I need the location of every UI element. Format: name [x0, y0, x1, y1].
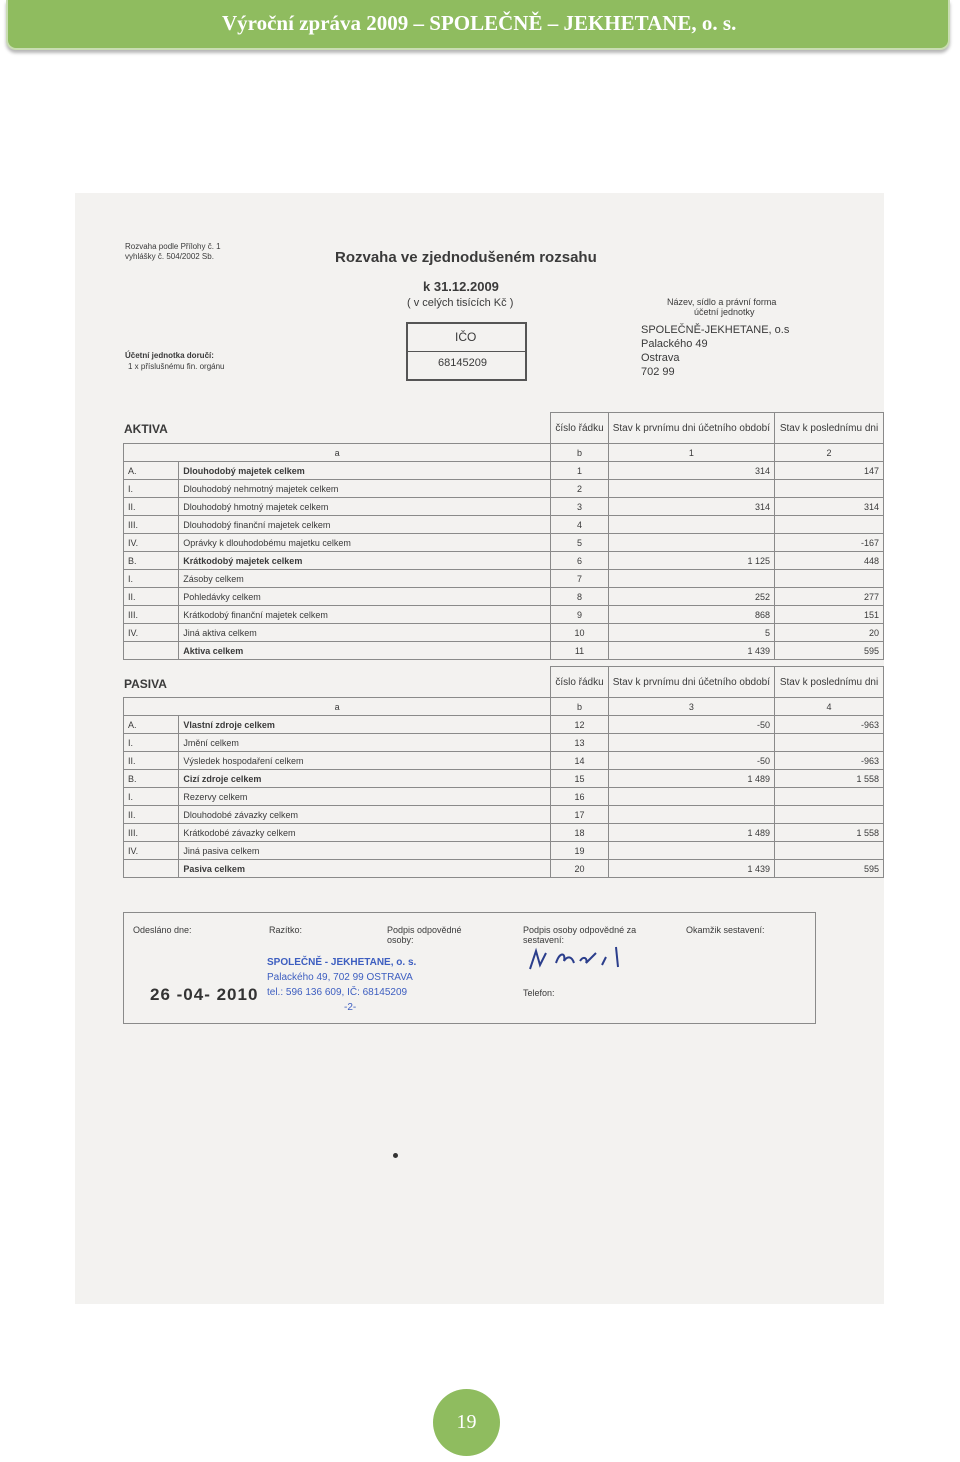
aktiva-row-mark: II.: [124, 498, 179, 516]
pasiva-row-last-day: [775, 806, 884, 824]
pasiva-row-mark: IV.: [124, 842, 179, 860]
ico-box: [406, 322, 527, 381]
aktiva-row-label: Zásoby celkem: [179, 570, 551, 588]
signature-box: [123, 912, 816, 1024]
aktiva-row-first-day: [608, 516, 774, 534]
pasiva-row-mark: [124, 860, 179, 878]
aktiva-row-number: 8: [551, 588, 608, 606]
aktiva-row: [124, 534, 884, 552]
pasiva-row: [124, 734, 884, 752]
aktiva-row-first-day: 1 125: [608, 552, 774, 570]
pasiva-row: [124, 842, 884, 860]
pasiva-row-label: Dlouhodobé závazky celkem: [179, 806, 551, 824]
aktiva-row-label: Dlouhodobý hmotný majetek celkem: [179, 498, 551, 516]
aktiva-row-label: Oprávky k dlouhodobému majetku celkem: [179, 534, 551, 552]
aktiva-key-1: 1: [608, 444, 774, 462]
aktiva-header-first: Stav k prvnímu dni účetního období: [608, 413, 774, 444]
aktiva-row-label: Aktiva celkem: [179, 642, 551, 660]
delivery-value: 1 x příslušnému fin. orgánu: [128, 362, 225, 371]
entity-name: SPOLEČNĚ-JEKHETANE, o.s: [641, 324, 790, 336]
pasiva-title: PASIVA: [124, 677, 167, 691]
aktiva-row: [124, 606, 884, 624]
pasiva-row: [124, 860, 884, 878]
pasiva-row-label: Výsledek hospodaření celkem: [179, 752, 551, 770]
pasiva-header-first: Stav k prvnímu dni účetního období: [608, 667, 774, 698]
aktiva-row-mark: A.: [124, 462, 179, 480]
pasiva-row-mark: II.: [124, 806, 179, 824]
aktiva-row-number: 7: [551, 570, 608, 588]
aktiva-row-first-day: 314: [608, 498, 774, 516]
aktiva-row-mark: B.: [124, 552, 179, 570]
pasiva-row-last-day: 1 558: [775, 770, 884, 788]
doc-units: ( v celých tisících Kč ): [407, 297, 514, 309]
doc-ref-2: vyhlášky č. 504/2002 Sb.: [125, 252, 214, 261]
scanned-balance-sheet: [75, 193, 884, 1304]
pasiva-row-first-day: 1 439: [608, 860, 774, 878]
pasiva-row-label: Rezervy celkem: [179, 788, 551, 806]
aktiva-row: [124, 462, 884, 480]
pasiva-key-row: [124, 698, 884, 716]
pasiva-row-first-day: -50: [608, 752, 774, 770]
pasiva-row-last-day: 595: [775, 860, 884, 878]
aktiva-row-last-day: 277: [775, 588, 884, 606]
pasiva-row-first-day: 1 489: [608, 824, 774, 842]
pasiva-row-mark: I.: [124, 734, 179, 752]
aktiva-row-last-day: [775, 516, 884, 534]
aktiva-row: [124, 570, 884, 588]
aktiva-row-first-day: 5: [608, 624, 774, 642]
pasiva-row-mark: I.: [124, 788, 179, 806]
aktiva-row-mark: IV.: [124, 534, 179, 552]
responsible-sign-label: Podpis odpovědné osoby:: [387, 925, 462, 945]
aktiva-row-number: 2: [551, 480, 608, 498]
aktiva-row-first-day: 868: [608, 606, 774, 624]
pasiva-row-first-day: [608, 806, 774, 824]
pasiva-row-first-day: [608, 734, 774, 752]
pasiva-row: [124, 770, 884, 788]
aktiva-row-number: 11: [551, 642, 608, 660]
aktiva-row-last-day: 314: [775, 498, 884, 516]
pasiva-row-label: Jmění celkem: [179, 734, 551, 752]
date-stamp: 26 -04- 2010: [150, 985, 259, 1004]
aktiva-table: [123, 412, 884, 660]
pasiva-row-number: 13: [551, 734, 608, 752]
aktiva-row-last-day: 448: [775, 552, 884, 570]
aktiva-row-number: 4: [551, 516, 608, 534]
pasiva-row-last-day: [775, 734, 884, 752]
aktiva-row-label: Krátkodobý majetek celkem: [179, 552, 551, 570]
pasiva-row: [124, 752, 884, 770]
pasiva-row-number: 17: [551, 806, 608, 824]
aktiva-row-mark: III.: [124, 606, 179, 624]
entity-zip: 702 99: [641, 366, 675, 378]
aktiva-header-last: Stav k poslednímu dni: [775, 413, 884, 444]
header-title: Výroční zpráva 2009 – SPOLEČNĚ – JEKHETANE, o. s.: [222, 11, 737, 35]
pasiva-row-first-day: 1 489: [608, 770, 774, 788]
aktiva-row-last-day: [775, 480, 884, 498]
aktiva-row-last-day: 595: [775, 642, 884, 660]
page-number: 19: [456, 1411, 477, 1433]
pasiva-header-row: [124, 667, 884, 698]
aktiva-row-first-day: 252: [608, 588, 774, 606]
pasiva-row-label: Cizí zdroje celkem: [179, 770, 551, 788]
pasiva-row-number: 15: [551, 770, 608, 788]
stamp-line-3: tel.: 596 136 609, IČ: 68145209: [267, 987, 408, 998]
pasiva-row-first-day: [608, 842, 774, 860]
aktiva-row-first-day: [608, 534, 774, 552]
aktiva-row-number: 6: [551, 552, 608, 570]
aktiva-row-mark: [124, 642, 179, 660]
pasiva-row-last-day: -963: [775, 752, 884, 770]
stamp-line-2: Palackého 49, 702 99 OSTRAVA: [267, 972, 413, 983]
pasiva-key-b: b: [551, 698, 608, 716]
aktiva-row: [124, 642, 884, 660]
doc-title: Rozvaha ve zjednodušeném rozsahu: [335, 249, 597, 266]
pasiva-row-label: Jiná pasiva celkem: [179, 842, 551, 860]
pasiva-key-a: a: [124, 698, 551, 716]
aktiva-row-mark: III.: [124, 516, 179, 534]
pasiva-row-number: 14: [551, 752, 608, 770]
aktiva-row: [124, 480, 884, 498]
pasiva-row-mark: III.: [124, 824, 179, 842]
scan-speck: [393, 1153, 398, 1158]
doc-date: k 31.12.2009: [423, 279, 499, 294]
pasiva-row-label: Vlastní zdroje celkem: [179, 716, 551, 734]
aktiva-row-last-day: 20: [775, 624, 884, 642]
entity-header-2: účetní jednotky: [694, 307, 755, 317]
stamp-line-1: SPOLEČNĚ - JEKHETANE, o. s.: [267, 957, 417, 968]
aktiva-row-label: Krátkodobý finanční majetek celkem: [179, 606, 551, 624]
pasiva-row-number: 16: [551, 788, 608, 806]
stamp-label: Razítko:: [269, 925, 303, 935]
pasiva-row-mark: II.: [124, 752, 179, 770]
pasiva-row-mark: B.: [124, 770, 179, 788]
aktiva-row-first-day: [608, 480, 774, 498]
pasiva-header-row-no: číslo řádku: [551, 667, 608, 698]
aktiva-row-first-day: [608, 570, 774, 588]
aktiva-row-number: 3: [551, 498, 608, 516]
moment-label: Okamžik sestavení:: [686, 925, 765, 935]
pasiva-row: [124, 806, 884, 824]
sent-label: Odesláno dne:: [133, 925, 192, 935]
page-number-badge: [433, 1389, 500, 1456]
aktiva-header-row: [124, 413, 884, 444]
delivery-label: Účetní jednotka doručí:: [125, 351, 214, 360]
aktiva-row: [124, 588, 884, 606]
pasiva-row-last-day: -963: [775, 716, 884, 734]
pasiva-row-label: Krátkodobé závazky celkem: [179, 824, 551, 842]
header-banner: [6, 0, 950, 50]
pasiva-row-label: Pasiva celkem: [179, 860, 551, 878]
pasiva-row: [124, 788, 884, 806]
ico-value: 68145209: [438, 357, 487, 369]
aktiva-row: [124, 516, 884, 534]
pasiva-row-mark: A.: [124, 716, 179, 734]
entity-street: Palackého 49: [641, 338, 708, 350]
aktiva-key-row: [124, 444, 884, 462]
pasiva-row-last-day: [775, 788, 884, 806]
aktiva-row-first-day: 1 439: [608, 642, 774, 660]
signature-scribble: [526, 943, 636, 975]
pasiva-row-last-day: [775, 842, 884, 860]
pasiva-row: [124, 716, 884, 734]
aktiva-key-2: 2: [775, 444, 884, 462]
aktiva-row: [124, 624, 884, 642]
aktiva-row-last-day: -167: [775, 534, 884, 552]
ico-label: IČO: [455, 330, 477, 344]
pasiva-header-last: Stav k poslednímu dni: [775, 667, 884, 698]
aktiva-row-label: Pohledávky celkem: [179, 588, 551, 606]
pasiva-row-first-day: [608, 788, 774, 806]
aktiva-row-number: 9: [551, 606, 608, 624]
aktiva-row-mark: II.: [124, 588, 179, 606]
aktiva-title: AKTIVA: [124, 422, 168, 436]
pasiva-row-number: 12: [551, 716, 608, 734]
stamp-line-4: -2-: [344, 1002, 357, 1013]
pasiva-table: [123, 666, 884, 878]
aktiva-row-mark: I.: [124, 570, 179, 588]
aktiva-header-row-no: číslo řádku: [551, 413, 608, 444]
pasiva-row: [124, 824, 884, 842]
phone-label: Telefon:: [523, 988, 555, 998]
entity-city: Ostrava: [641, 352, 680, 364]
aktiva-row-mark: IV.: [124, 624, 179, 642]
aktiva-row-first-day: 314: [608, 462, 774, 480]
aktiva-row-last-day: [775, 570, 884, 588]
doc-ref-1: Rozvaha podle Přílohy č. 1: [125, 242, 221, 251]
aktiva-row-number: 10: [551, 624, 608, 642]
aktiva-row-last-day: 151: [775, 606, 884, 624]
aktiva-row-label: Dlouhodobý majetek celkem: [179, 462, 551, 480]
aktiva-row-number: 1: [551, 462, 608, 480]
aktiva-row: [124, 498, 884, 516]
pasiva-row-number: 19: [551, 842, 608, 860]
aktiva-key-b: b: [551, 444, 608, 462]
aktiva-row-label: Jiná aktiva celkem: [179, 624, 551, 642]
aktiva-row-label: Dlouhodobý nehmotný majetek celkem: [179, 480, 551, 498]
pasiva-key-3: 3: [608, 698, 774, 716]
ico-divider: [408, 351, 525, 352]
pasiva-row-number: 18: [551, 824, 608, 842]
pasiva-row-first-day: -50: [608, 716, 774, 734]
aktiva-row-number: 5: [551, 534, 608, 552]
aktiva-row: [124, 552, 884, 570]
pasiva-row-number: 20: [551, 860, 608, 878]
entity-header-1: Název, sídlo a právní forma: [667, 297, 777, 307]
pasiva-key-4: 4: [775, 698, 884, 716]
compiler-sign-label: Podpis osoby odpovědné za sestavení:: [523, 925, 637, 945]
pasiva-row-last-day: 1 558: [775, 824, 884, 842]
aktiva-row-last-day: 147: [775, 462, 884, 480]
aktiva-row-mark: I.: [124, 480, 179, 498]
aktiva-key-a: a: [124, 444, 551, 462]
aktiva-row-label: Dlouhodobý finanční majetek celkem: [179, 516, 551, 534]
